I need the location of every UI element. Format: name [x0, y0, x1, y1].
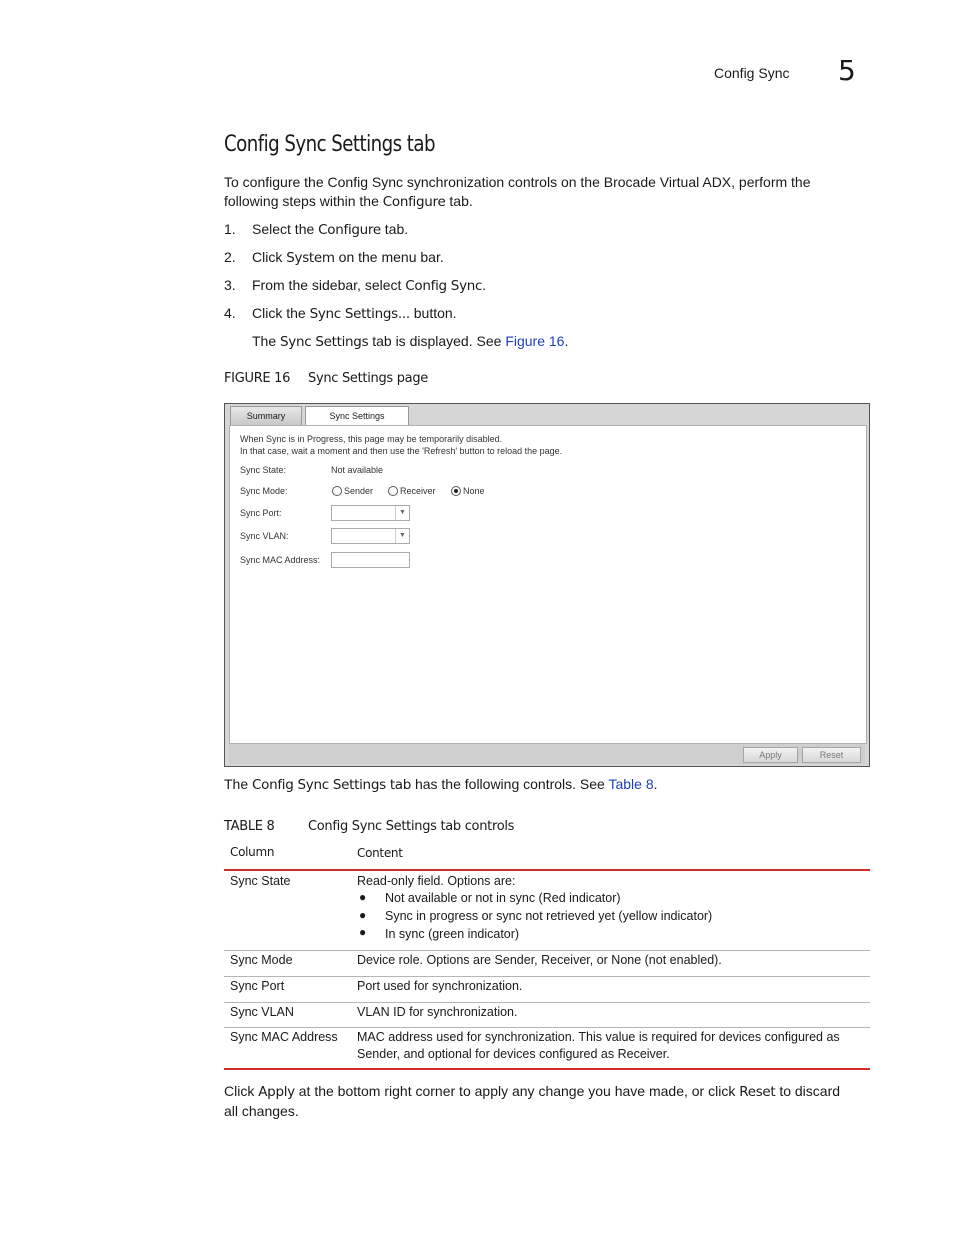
step-pre: Click — [252, 249, 287, 265]
settings-panel — [229, 425, 867, 744]
step-text — [252, 305, 457, 322]
intro-paragraph — [224, 173, 874, 212]
note-mid: tab is displayed. See — [368, 333, 506, 349]
step-pre: Select the — [252, 221, 319, 237]
closing-paragraph — [224, 1082, 884, 1121]
step-post: button. — [409, 305, 457, 321]
sync-mac-label: Sync MAC Address: — [240, 555, 321, 565]
table-cell-column: Sync Port — [230, 979, 285, 993]
sync-vlan-label: Sync VLAN: — [240, 531, 289, 541]
note-pre: The — [252, 333, 281, 349]
table-cell-content: Device role. Options are Sender, Receiver, or None (not enabled). — [357, 953, 722, 967]
step-number: 2. — [224, 249, 236, 265]
note-post: . — [564, 333, 569, 349]
row-divider — [224, 1027, 870, 1028]
step-text — [252, 277, 486, 294]
step-pre: Click the — [252, 305, 310, 321]
list-item: In sync (green indicator) — [385, 927, 520, 941]
table-caption: Config Sync Settings tab controls — [308, 819, 515, 834]
text: to discard — [775, 1083, 841, 1099]
step-pre: From the sidebar, select — [252, 277, 406, 293]
table-header-column: Column — [230, 845, 275, 859]
table-bottom-rule — [224, 1068, 870, 1070]
table-cell-column: Sync State — [230, 874, 291, 888]
row-divider — [224, 976, 870, 977]
sync-mac-input[interactable] — [331, 552, 410, 568]
table-link[interactable]: Table 8 — [608, 776, 654, 792]
step-number: 1. — [224, 221, 236, 237]
tab-sync-settings[interactable]: Sync Settings — [305, 406, 409, 427]
radio-receiver-label: Receiver — [400, 486, 436, 496]
table-cell-content: Read-only field. Options are: — [357, 874, 516, 888]
list-item: Not available or not in sync (Red indicator) — [385, 891, 621, 905]
step-post: tab. — [380, 221, 409, 237]
step-number: 4. — [224, 305, 236, 321]
step-number: 3. — [224, 277, 236, 293]
table-cell-content-cont: Sender, and optional for devices configured as Receiver. — [357, 1047, 670, 1061]
bullet-icon: ● — [359, 908, 367, 922]
bullet-icon: ● — [359, 925, 367, 939]
button-bar — [229, 744, 865, 764]
bullet-icon: ● — [359, 890, 367, 904]
closing-line-1 — [224, 1082, 884, 1102]
step-bold: System — [286, 250, 335, 266]
text: at the bottom right corner to apply any change you have made, or click — [294, 1083, 740, 1099]
table-header-rule — [224, 869, 870, 871]
radio-receiver[interactable] — [388, 486, 398, 496]
table-header-content: Content — [357, 846, 403, 860]
intro-text-end: tab. — [445, 193, 473, 209]
sync-vlan-select[interactable] — [331, 528, 410, 544]
figure-label: FIGURE 16 — [224, 371, 291, 386]
reset-button[interactable]: Reset — [802, 747, 861, 763]
sync-state-label: Sync State: — [240, 465, 287, 475]
table-cell-content: VLAN ID for synchronization. — [357, 1005, 518, 1019]
note-bold: Sync Settings — [280, 334, 369, 350]
radio-none-label: None — [463, 486, 485, 496]
step-bold: Sync Settings... — [309, 306, 410, 322]
intro-line-1: To configure the Config Sync synchronization controls on the Brocade Virtual ADX, perform the — [224, 174, 811, 190]
table-cell-column: Sync MAC Address — [230, 1030, 338, 1044]
table-cell-content: Port used for synchronization. — [357, 979, 523, 993]
step-post: on the menu bar. — [334, 249, 444, 265]
radio-sender[interactable] — [332, 486, 342, 496]
sync-state-value: Not available — [331, 465, 384, 475]
bold-apply: Apply — [258, 1084, 295, 1100]
running-header-section: Config Sync — [714, 65, 790, 81]
table-cell-column: Sync Mode — [230, 953, 293, 967]
notice-line-2: In that case, wait a moment and then use the 'Refresh' button to reload the page. — [240, 446, 563, 456]
row-divider — [224, 950, 870, 951]
step-text — [252, 221, 408, 238]
list-item: Sync in progress or sync not retrieved yet (yellow indicator) — [385, 909, 713, 923]
step-bold: Config Sync — [405, 278, 483, 294]
step-text — [252, 249, 444, 266]
caption-post: page — [392, 371, 428, 386]
caption-bold: Sync Settings — [308, 371, 393, 386]
closing-line-2: all changes. — [224, 1103, 299, 1119]
intro-bold: Configure — [382, 194, 446, 210]
row-divider — [224, 1002, 870, 1003]
notice-line-1: When Sync is in Progress, this page may be temporarily disabled. — [240, 434, 503, 444]
radio-none[interactable] — [451, 486, 461, 496]
sync-port-label: Sync Port: — [240, 508, 282, 518]
radio-sender-label: Sender — [344, 486, 374, 496]
intro-line-2 — [224, 192, 874, 212]
bold-reset: Reset — [739, 1084, 776, 1100]
table-cell-content: MAC address used for synchronization. This value is required for devices configured as — [357, 1030, 840, 1044]
controls-intro — [224, 775, 658, 795]
text: has the following controls. See — [411, 776, 609, 792]
chevron-down-icon: ▼ — [395, 506, 409, 520]
apply-button[interactable]: Apply — [743, 747, 798, 763]
table-label: TABLE 8 — [224, 819, 275, 834]
bold-text: Config Sync Settings tab — [252, 777, 412, 793]
text: The — [224, 776, 253, 792]
step-bold: Configure — [318, 222, 381, 238]
chapter-number: 5 — [838, 54, 856, 87]
chevron-down-icon: ▼ — [395, 529, 409, 543]
step-note — [252, 333, 568, 350]
section-title: Config Sync Settings tab — [224, 132, 435, 157]
sync-port-select[interactable] — [331, 505, 410, 521]
tab-summary[interactable]: Summary — [230, 406, 302, 425]
intro-text: following steps within the — [224, 193, 383, 209]
sync-mode-label: Sync Mode: — [240, 486, 288, 496]
text: . — [653, 776, 658, 792]
figure-link[interactable]: Figure 16 — [505, 333, 565, 349]
text: Click — [224, 1083, 259, 1099]
figure-caption — [308, 371, 428, 386]
step-post: . — [482, 277, 487, 293]
sync-settings-screenshot — [224, 403, 870, 767]
table-cell-column: Sync VLAN — [230, 1005, 294, 1019]
